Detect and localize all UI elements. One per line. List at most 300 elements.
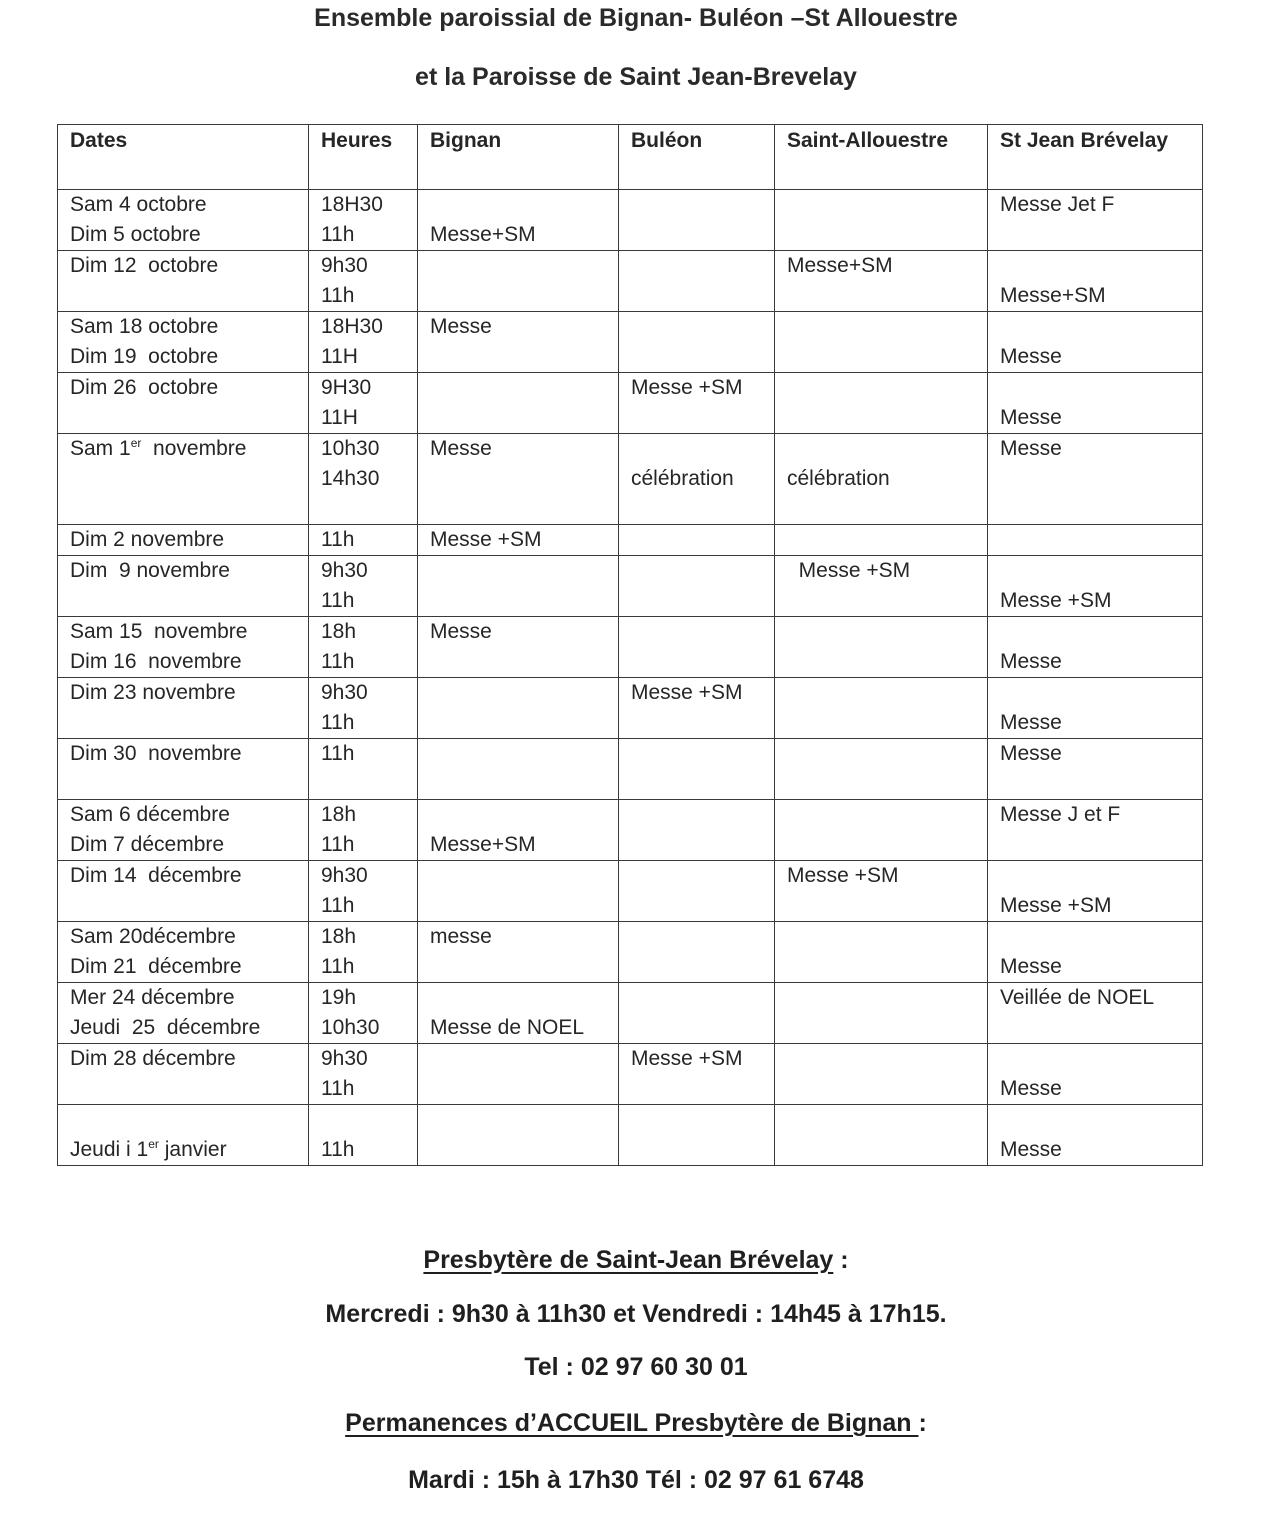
cell-bignan — [418, 922, 619, 983]
cell-dates — [58, 983, 309, 1044]
cell-sjb — [988, 983, 1203, 1044]
cell-heures — [309, 525, 418, 556]
cell-line: Messe +SM — [631, 681, 743, 704]
table-header-row — [58, 125, 1203, 190]
cell-buleon — [619, 922, 775, 983]
cell-line — [787, 647, 975, 677]
cell-line: Dim 14 décembre — [70, 864, 242, 887]
cell-line: Sam 18 octobre — [70, 315, 219, 338]
cell-line — [787, 1074, 975, 1104]
cell-line — [1000, 312, 1190, 342]
cell-line — [631, 708, 762, 738]
cell-line: Messe — [1000, 1138, 1062, 1161]
cell-line: Messe+SM — [787, 254, 893, 277]
table-row — [58, 800, 1203, 861]
cell-line — [1000, 556, 1190, 586]
cell-line — [787, 800, 975, 830]
cell-bignan — [418, 800, 619, 861]
cell-line — [430, 1105, 606, 1135]
cell-heures — [309, 434, 418, 525]
cell-line: 11h — [321, 833, 355, 856]
cell-line — [631, 830, 762, 860]
cell-sjb — [988, 739, 1203, 800]
cell-dates — [58, 190, 309, 251]
cell-line — [1000, 494, 1190, 524]
cell-line — [70, 586, 296, 616]
cell-line: Messe de NOEL — [430, 1016, 585, 1039]
cell-line — [1000, 1044, 1190, 1074]
permanences-bignan-heading — [0, 1409, 1272, 1438]
cell-line — [321, 494, 405, 524]
cell-line — [70, 403, 296, 433]
cell-heures — [309, 190, 418, 251]
cell-dates — [58, 1105, 309, 1166]
cell-line: Sam 4 octobre — [70, 193, 207, 216]
cell-line — [787, 739, 975, 769]
cell-line — [430, 983, 606, 1013]
cell-buleon — [619, 800, 775, 861]
column-header-allouestre: Saint-Allouestre — [775, 125, 988, 190]
cell-line: Dim 23 novembre — [70, 681, 236, 704]
date-text: Jeudi i 1 — [70, 1138, 149, 1161]
date-text: Sam 1 — [70, 437, 131, 460]
cell-line — [631, 220, 762, 250]
cell-line — [787, 312, 975, 342]
cell-line — [430, 342, 606, 372]
cell-line — [430, 769, 606, 799]
cell-line: Sam 6 décembre — [70, 803, 230, 826]
cell-line — [631, 1013, 762, 1043]
cell-line — [631, 190, 762, 220]
cell-dates — [58, 922, 309, 983]
cell-dates — [58, 373, 309, 434]
permanences-bignan-colon: : — [918, 1409, 927, 1437]
cell-line — [430, 494, 606, 524]
cell-buleon — [619, 617, 775, 678]
table-row — [58, 861, 1203, 922]
title-line-1: Ensemble paroissial de Bignan- Buléon –St Allouestre — [314, 4, 958, 32]
cell-line — [631, 891, 762, 921]
cell-sjb — [988, 312, 1203, 373]
cell-line: 11h — [321, 711, 355, 734]
cell-buleon — [619, 556, 775, 617]
cell-allouestre — [775, 556, 988, 617]
cell-line: 11h — [321, 1077, 355, 1100]
cell-line — [430, 708, 606, 738]
cell-line: 11h — [321, 955, 355, 978]
cell-line — [430, 403, 606, 433]
cell-line — [1000, 464, 1190, 494]
cell-line: Messe +SM — [787, 559, 911, 582]
cell-line: Messe — [1000, 650, 1062, 673]
cell-line: Messe +SM — [631, 1047, 743, 1070]
schedule-table — [57, 124, 1203, 1166]
cell-line — [70, 434, 296, 464]
cell-line — [787, 281, 975, 311]
cell-line — [631, 800, 762, 830]
cell-line — [430, 281, 606, 311]
presbytere-sjb-label: Presbytère de Saint-Jean Brévelay — [423, 1246, 834, 1274]
table-row — [58, 312, 1203, 373]
cell-bignan — [418, 739, 619, 800]
cell-sjb — [988, 861, 1203, 922]
cell-line: Messe — [1000, 711, 1062, 734]
cell-dates — [58, 525, 309, 556]
cell-line — [70, 891, 296, 921]
cell-line — [70, 769, 296, 799]
cell-line — [631, 403, 762, 433]
cell-line — [787, 373, 975, 403]
cell-line: messe — [430, 925, 492, 948]
cell-allouestre — [775, 983, 988, 1044]
cell-line — [430, 952, 606, 982]
cell-line — [70, 1135, 296, 1165]
cell-allouestre — [775, 739, 988, 800]
cell-line — [1000, 861, 1190, 891]
cell-buleon — [619, 190, 775, 251]
cell-line: Messe+SM — [430, 833, 536, 856]
cell-allouestre — [775, 312, 988, 373]
cell-line — [1000, 1105, 1190, 1135]
cell-line — [787, 1013, 975, 1043]
cell-line — [631, 342, 762, 372]
cell-dates — [58, 861, 309, 922]
cell-line — [430, 586, 606, 616]
cell-line: Messe +SM — [1000, 589, 1112, 612]
cell-allouestre — [775, 251, 988, 312]
cell-line: Sam 20décembre — [70, 925, 236, 948]
presbytere-sjb-tel: Tel : 02 97 60 30 01 — [524, 1353, 748, 1381]
cell-line: 11h — [321, 223, 355, 246]
cell-line — [430, 678, 606, 708]
cell-allouestre — [775, 678, 988, 739]
permanences-bignan-hours: Mardi : 15h à 17h30 Tél : 02 97 61 6748 — [408, 1466, 864, 1494]
cell-dates — [58, 1044, 309, 1105]
cell-line — [70, 1074, 296, 1104]
cell-line — [631, 434, 762, 464]
cell-bignan — [418, 312, 619, 373]
cell-line — [1000, 830, 1190, 860]
permanences-bignan-label: Permanences d’ACCUEIL Presbytère de Bignan — [345, 1409, 919, 1437]
cell-bignan — [418, 373, 619, 434]
cell-dates — [58, 678, 309, 739]
cell-line: Dim 26 octobre — [70, 376, 219, 399]
cell-allouestre — [775, 800, 988, 861]
cell-line — [430, 800, 606, 830]
cell-heures — [309, 861, 418, 922]
cell-line: Messe — [430, 620, 492, 643]
table-row — [58, 1105, 1203, 1166]
cell-bignan — [418, 1105, 619, 1166]
cell-line — [787, 830, 975, 860]
cell-line: Sam 15 novembre — [70, 620, 248, 643]
cell-heures — [309, 617, 418, 678]
cell-line: Dim 2 novembre — [70, 528, 225, 551]
cell-sjb — [988, 251, 1203, 312]
cell-line — [631, 1074, 762, 1104]
cell-line — [787, 342, 975, 372]
cell-line — [787, 403, 975, 433]
cell-line — [1000, 251, 1190, 281]
cell-heures — [309, 373, 418, 434]
cell-line — [430, 373, 606, 403]
cell-heures — [309, 739, 418, 800]
cell-line: Dim 19 octobre — [70, 345, 219, 368]
cell-line — [631, 952, 762, 982]
cell-allouestre — [775, 922, 988, 983]
cell-allouestre — [775, 373, 988, 434]
cell-line: Messe — [1000, 437, 1062, 460]
cell-sjb — [988, 556, 1203, 617]
cell-line — [1000, 1013, 1190, 1043]
table-row — [58, 1044, 1203, 1105]
cell-line — [631, 1135, 762, 1165]
cell-line: 9h30 — [321, 864, 368, 887]
cell-line: Veillée de NOEL — [1000, 986, 1155, 1009]
cell-line: 14h30 — [321, 467, 380, 490]
cell-line: 9h30 — [321, 254, 368, 277]
date-month: novembre — [141, 437, 247, 460]
cell-line: Messe+SM — [1000, 284, 1106, 307]
cell-dates — [58, 312, 309, 373]
cell-line: 11H — [321, 345, 358, 368]
cell-line: 10h30 — [321, 1016, 380, 1039]
cell-dates — [58, 617, 309, 678]
cell-buleon — [619, 1044, 775, 1105]
cell-allouestre — [775, 434, 988, 525]
cell-allouestre — [775, 525, 988, 556]
cell-line — [430, 556, 606, 586]
cell-line: 10h30 — [321, 437, 380, 460]
cell-line: célébration — [787, 467, 890, 490]
cell-line — [787, 1105, 975, 1135]
cell-bignan — [418, 434, 619, 525]
cell-line — [631, 647, 762, 677]
cell-allouestre — [775, 861, 988, 922]
cell-line — [1000, 922, 1190, 952]
table-row — [58, 434, 1203, 525]
cell-line — [321, 769, 405, 799]
table-row — [58, 739, 1203, 800]
cell-buleon — [619, 983, 775, 1044]
cell-line — [430, 251, 606, 281]
cell-buleon — [619, 739, 775, 800]
cell-line: Messe — [1000, 742, 1062, 765]
cell-line — [787, 678, 975, 708]
cell-line — [430, 1074, 606, 1104]
cell-sjb — [988, 373, 1203, 434]
presbytere-sjb-heading — [0, 1246, 1272, 1275]
cell-line: 11h — [321, 1138, 355, 1161]
cell-line — [787, 983, 975, 1013]
table-row — [58, 678, 1203, 739]
cell-dates — [58, 251, 309, 312]
cell-line — [787, 1044, 975, 1074]
cell-heures — [309, 1105, 418, 1166]
table-row — [58, 617, 1203, 678]
cell-line: 18h — [321, 803, 357, 826]
cell-line — [631, 251, 762, 281]
presbytere-sjb-colon: : — [833, 1246, 849, 1274]
cell-line: 18h — [321, 620, 357, 643]
cell-line: 9h30 — [321, 681, 368, 704]
cell-allouestre — [775, 1105, 988, 1166]
cell-line: Messe +SM — [787, 864, 899, 887]
cell-sjb — [988, 800, 1203, 861]
presbytere-sjb-hours: Mercredi : 9h30 à 11h30 et Vendredi : 14h45 à 17h15. — [325, 1300, 947, 1328]
cell-line — [70, 464, 296, 494]
cell-line — [787, 708, 975, 738]
cell-heures — [309, 1044, 418, 1105]
cell-line — [787, 190, 975, 220]
cell-line: Messe Jet F — [1000, 193, 1115, 216]
cell-buleon — [619, 525, 775, 556]
cell-line — [631, 1105, 762, 1135]
cell-line: Messe — [1000, 406, 1062, 429]
cell-line: Messe — [1000, 345, 1062, 368]
cell-heures — [309, 922, 418, 983]
cell-line: Dim 21 décembre — [70, 955, 242, 978]
cell-line: 9h30 — [321, 559, 368, 582]
cell-line — [787, 891, 975, 921]
cell-line — [430, 861, 606, 891]
title-line-2: et la Paroisse de Saint Jean-Brevelay — [415, 63, 857, 91]
cell-line: Messe +SM — [430, 528, 542, 551]
table-row — [58, 525, 1203, 556]
cell-line: 19h — [321, 986, 357, 1009]
cell-line: Dim 5 octobre — [70, 223, 201, 246]
cell-heures — [309, 678, 418, 739]
cell-sjb — [988, 617, 1203, 678]
cell-line — [787, 434, 975, 464]
cell-line: 11h — [321, 650, 355, 673]
cell-line — [631, 769, 762, 799]
cell-line: 11h — [321, 284, 355, 307]
cell-line: Messe — [1000, 1077, 1062, 1100]
table-row — [58, 251, 1203, 312]
cell-line — [430, 891, 606, 921]
cell-line — [430, 1135, 606, 1165]
cell-allouestre — [775, 617, 988, 678]
cell-line — [70, 1105, 296, 1135]
cell-line — [631, 983, 762, 1013]
cell-sjb — [988, 1044, 1203, 1105]
cell-line: Dim 9 novembre — [70, 559, 230, 582]
cell-sjb — [988, 678, 1203, 739]
cell-line — [631, 281, 762, 311]
ordinal-suffix: er — [130, 436, 142, 450]
table-row — [58, 556, 1203, 617]
cell-line — [787, 586, 975, 616]
cell-line — [1000, 769, 1190, 799]
cell-heures — [309, 983, 418, 1044]
table-row — [58, 373, 1203, 434]
cell-line — [631, 922, 762, 952]
cell-sjb — [988, 1105, 1203, 1166]
cell-dates — [58, 800, 309, 861]
cell-bignan — [418, 617, 619, 678]
cell-line: 11H — [321, 406, 358, 429]
cell-line — [1000, 373, 1190, 403]
cell-sjb — [988, 922, 1203, 983]
cell-line — [70, 281, 296, 311]
cell-line: Dim 30 novembre — [70, 742, 242, 765]
column-header-buleon: Buléon — [619, 125, 775, 190]
cell-buleon — [619, 1105, 775, 1166]
column-header-dates: Dates — [58, 125, 309, 190]
cell-line — [430, 1044, 606, 1074]
cell-dates — [58, 739, 309, 800]
cell-sjb — [988, 190, 1203, 251]
cell-line — [787, 220, 975, 250]
cell-line — [631, 617, 762, 647]
cell-dates — [58, 556, 309, 617]
cell-line — [1000, 678, 1190, 708]
cell-dates — [58, 434, 309, 525]
ordinal-suffix: er — [148, 1137, 159, 1151]
cell-line: Dim 7 décembre — [70, 833, 225, 856]
cell-line: célébration — [631, 467, 734, 490]
cell-line: 11h — [321, 894, 355, 917]
cell-bignan — [418, 190, 619, 251]
cell-line — [631, 494, 762, 524]
cell-line: Messe +SM — [1000, 894, 1112, 917]
cell-line — [787, 617, 975, 647]
cell-line — [787, 525, 975, 555]
cell-line — [787, 922, 975, 952]
cell-line — [70, 708, 296, 738]
cell-line — [321, 1105, 405, 1135]
cell-sjb — [988, 434, 1203, 525]
cell-line — [430, 190, 606, 220]
cell-bignan — [418, 678, 619, 739]
cell-line — [1000, 617, 1190, 647]
column-header-sjb: St Jean Brévelay — [988, 125, 1203, 190]
cell-line — [430, 647, 606, 677]
cell-line: 11h — [321, 589, 355, 612]
cell-line: Mer 24 décembre — [70, 986, 235, 1009]
cell-allouestre — [775, 1044, 988, 1105]
cell-line: 11h — [321, 742, 355, 765]
column-header-heures: Heures — [309, 125, 418, 190]
cell-line: Messe — [430, 437, 492, 460]
cell-line: 18h — [321, 925, 357, 948]
cell-line: Dim 12 octobre — [70, 254, 219, 277]
cell-buleon — [619, 312, 775, 373]
cell-bignan — [418, 861, 619, 922]
cell-heures — [309, 556, 418, 617]
cell-line: 18H30 — [321, 315, 383, 338]
cell-bignan — [418, 525, 619, 556]
cell-line — [631, 861, 762, 891]
cell-line: 9H30 — [321, 376, 372, 399]
cell-line — [631, 739, 762, 769]
cell-line: Messe — [430, 315, 492, 338]
cell-sjb — [988, 525, 1203, 556]
cell-buleon — [619, 434, 775, 525]
table-row — [58, 190, 1203, 251]
cell-line: 11h — [321, 528, 355, 551]
cell-line — [1000, 220, 1190, 250]
cell-heures — [309, 312, 418, 373]
cell-line — [787, 1135, 975, 1165]
cell-line — [430, 739, 606, 769]
cell-line — [787, 494, 975, 524]
cell-line — [631, 312, 762, 342]
cell-bignan — [418, 556, 619, 617]
cell-line — [1000, 525, 1190, 555]
cell-heures — [309, 251, 418, 312]
